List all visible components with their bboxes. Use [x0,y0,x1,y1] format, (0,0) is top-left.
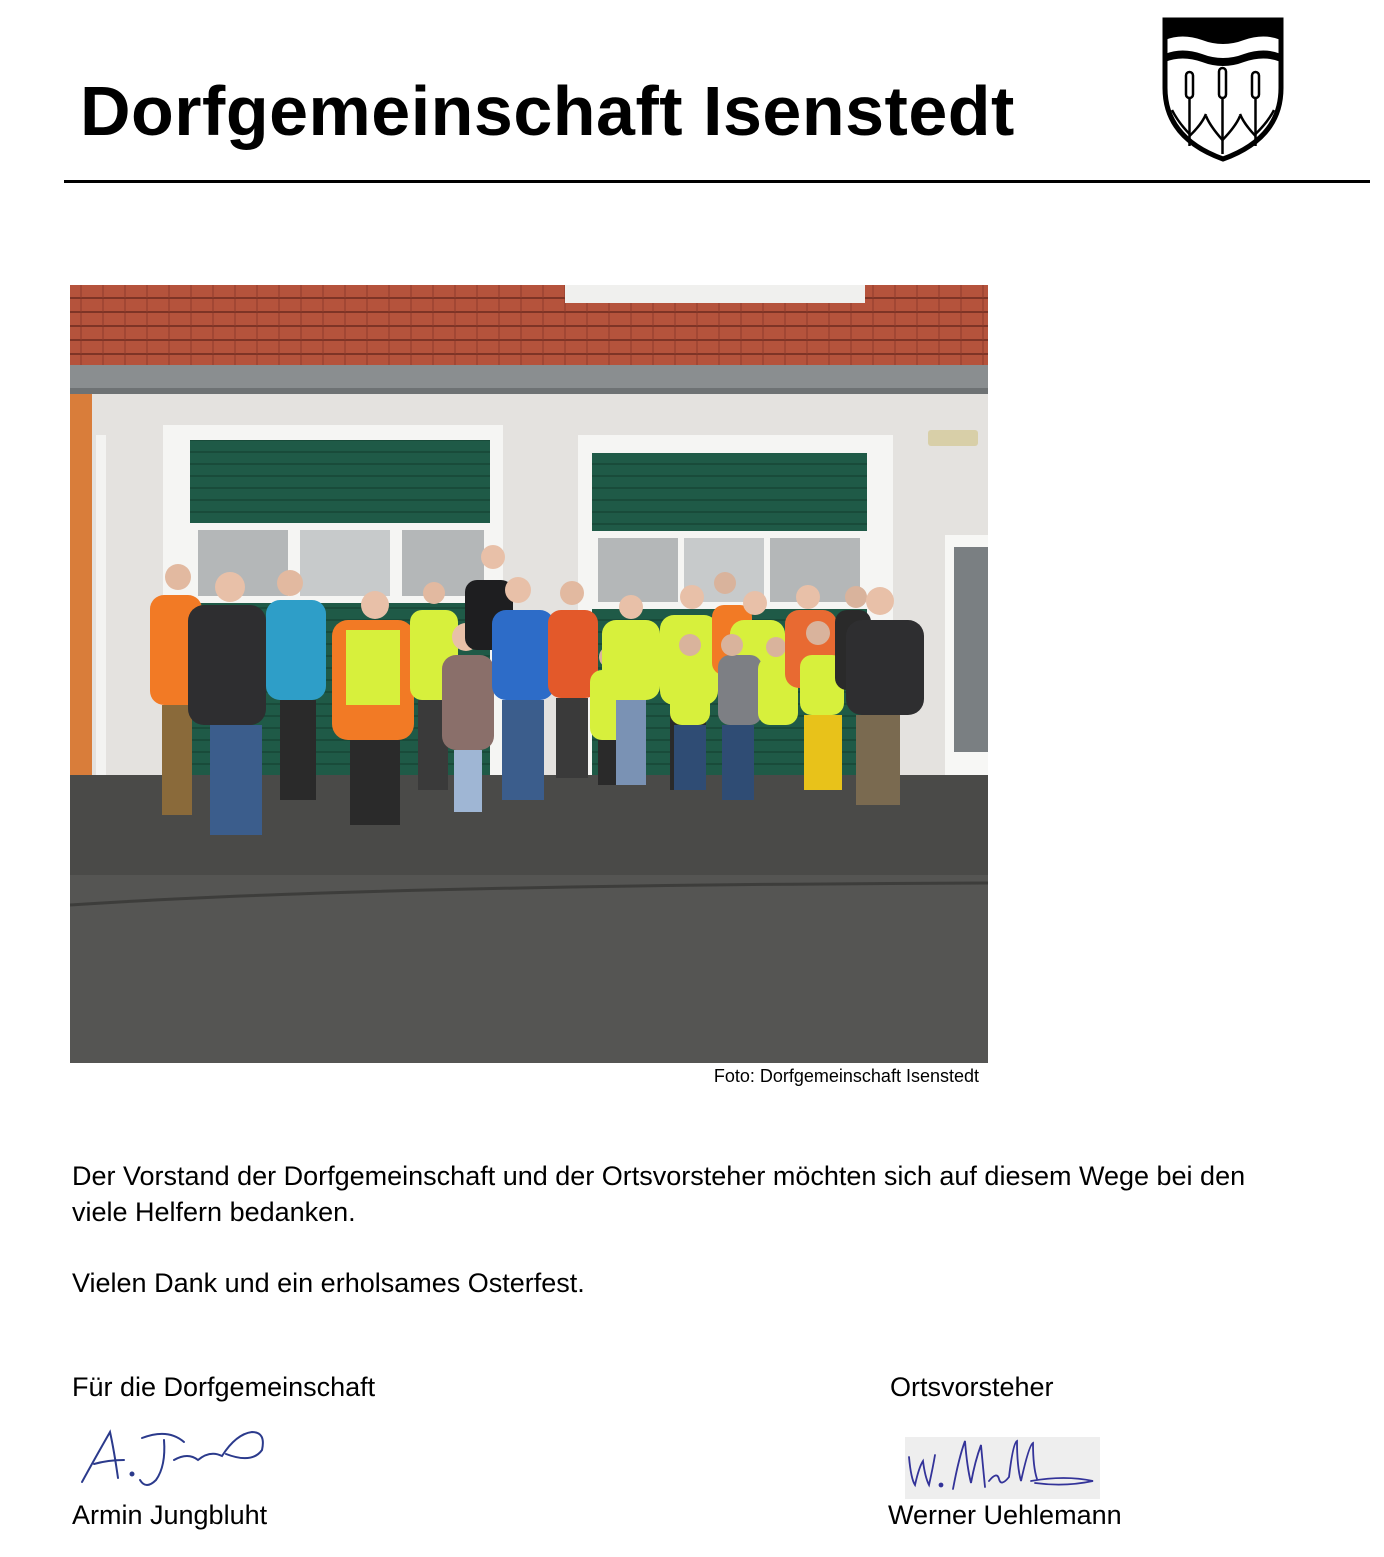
signature-label-left: Für die Dorfgemeinschaft [72,1372,376,1402]
easter-greeting: Vielen Dank und ein erholsames Osterfest. [72,1268,585,1298]
thanks-paragraph: Der Vorstand der Dorfgemeinschaft und der Ortsvorsteher möchten sich auf diesem Wege bei den viele Helfern bedanken. [72,1161,1246,1227]
signature-label-right: Ortsvorsteher [890,1372,1054,1402]
handwritten-signature-right [905,1437,1100,1504]
signatory-name-right: Werner Uehlemann [888,1500,1122,1530]
coat-of-arms-cattails-icon [1160,16,1286,162]
header-divider [64,180,1370,183]
page-title: Dorfgemeinschaft Isenstedt [80,72,1015,150]
signatory-name-left: Armin Jungbluht [72,1500,268,1530]
group-photo [70,285,988,1063]
handwritten-signature-left [76,1420,276,1497]
photo-credit: Foto: Dorfgemeinschaft Isenstedt [713,1066,979,1086]
